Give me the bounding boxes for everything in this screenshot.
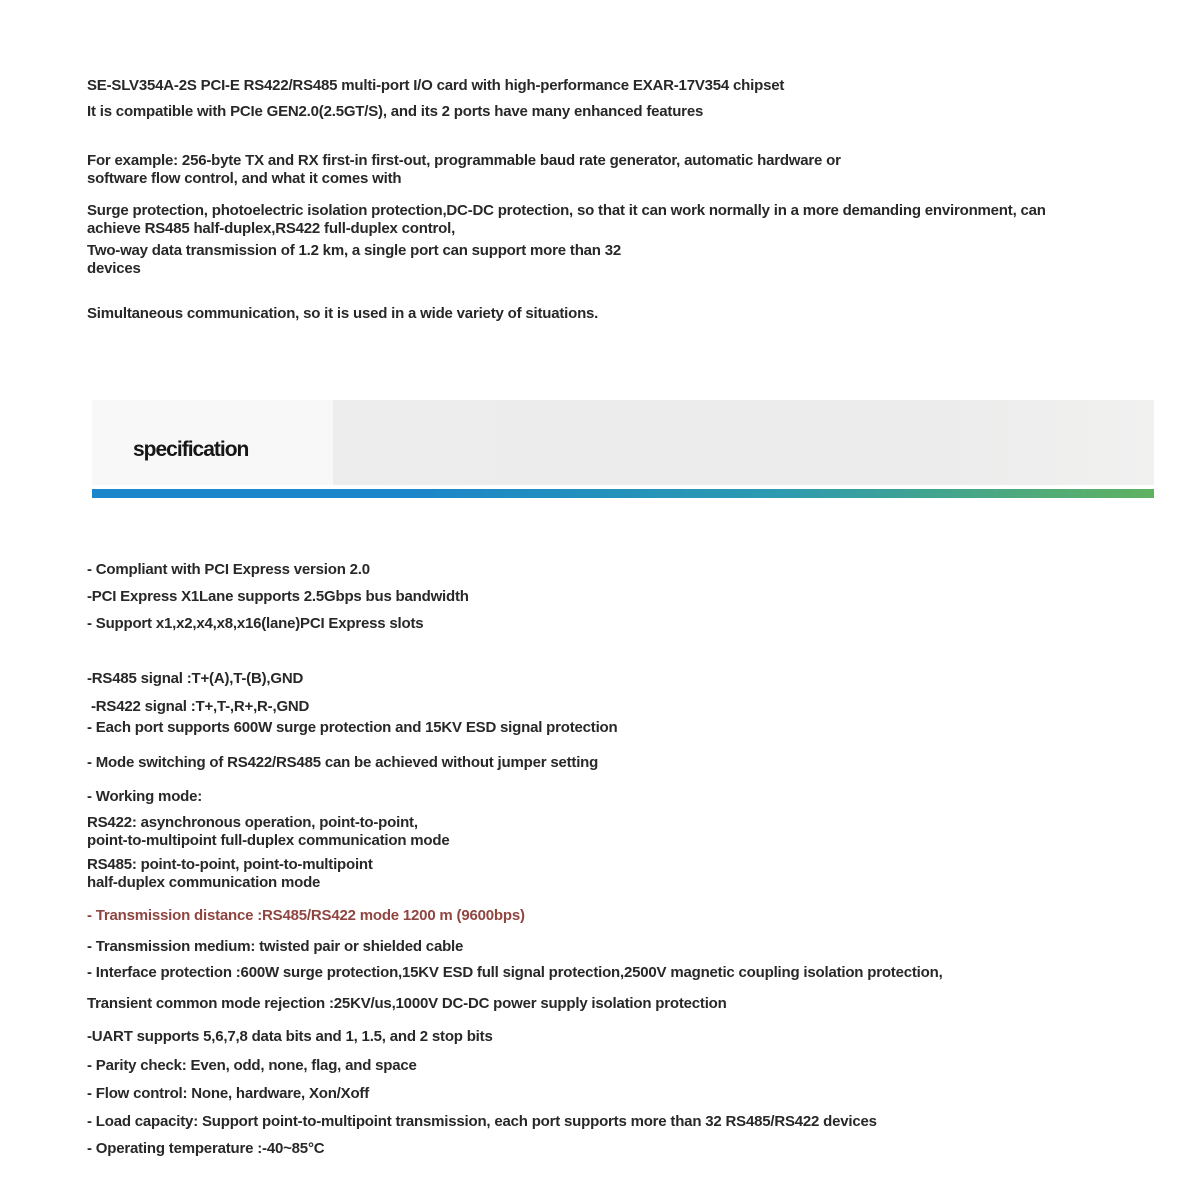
spec-item-highlight: - Transmission distance :RS485/RS422 mode 1200 m (9600bps) xyxy=(87,907,525,924)
spec-item: - Load capacity: Support point-to-multipoint transmission, each port supports more than 32 RS485/RS422 devices xyxy=(87,1113,877,1130)
spec-item: - Parity check: Even, odd, none, flag, and space xyxy=(87,1057,417,1074)
spec-item-line: half-duplex communication mode xyxy=(87,874,321,891)
spec-item: - Operating temperature :-40~85°C xyxy=(87,1140,325,1157)
spec-item: -RS485 signal :T+(A),T-(B),GND xyxy=(87,670,304,687)
intro-paragraph-line: Simultaneous communication, so it is used in a wide variety of situations. xyxy=(87,305,599,322)
intro-paragraph-line: Surge protection, photoelectric isolation protection,DC-DC protection, so that it can work normally in a more demanding environment, can xyxy=(87,202,1046,219)
product-subtitle: It is compatible with PCIe GEN2.0(2.5GT/S), and its 2 ports have many enhanced features xyxy=(87,103,704,120)
spec-item: - Support x1,x2,x4,x8,x16(lane)PCI Express slots xyxy=(87,615,424,632)
spec-item: - Mode switching of RS422/RS485 can be achieved without jumper setting xyxy=(87,754,599,771)
intro-paragraph-line: software flow control, and what it comes with xyxy=(87,170,402,187)
spec-item: -PCI Express X1Lane supports 2.5Gbps bus bandwidth xyxy=(87,588,469,605)
spec-item: Transient common mode rejection :25KV/us,1000V DC-DC power supply isolation protection xyxy=(87,995,727,1012)
intro-paragraph-line: devices xyxy=(87,260,141,277)
spec-item: - Transmission medium: twisted pair or shielded cable xyxy=(87,938,464,955)
section-accent-bar xyxy=(92,489,1154,498)
product-title: SE-SLV354A-2S PCI-E RS422/RS485 multi-port I/O card with high-performance EXAR-17V354 chipset xyxy=(87,77,785,94)
spec-item: -RS422 signal :T+,T-,R+,R-,GND xyxy=(87,698,310,715)
spec-item: - Each port supports 600W surge protection and 15KV ESD signal protection xyxy=(87,719,618,736)
spec-item: -UART supports 5,6,7,8 data bits and 1, 1.5, and 2 stop bits xyxy=(87,1028,493,1045)
spec-item: - Interface protection :600W surge protection,15KV ESD full signal protection,2500V magnetic coupling isolation protection, xyxy=(87,964,943,981)
spec-item: - Compliant with PCI Express version 2.0 xyxy=(87,561,370,578)
spec-item: - Working mode: xyxy=(87,788,203,805)
intro-paragraph-line: achieve RS485 half-duplex,RS422 full-duplex control, xyxy=(87,220,456,237)
intro-paragraph-line: Two-way data transmission of 1.2 km, a single port can support more than 32 xyxy=(87,242,622,259)
section-title: specification xyxy=(133,438,249,461)
section-header-band-left xyxy=(92,400,333,485)
section-header-band xyxy=(92,400,1154,485)
spec-item-line: RS422: asynchronous operation, point-to-point, xyxy=(87,814,418,831)
intro-paragraph-line: For example: 256-byte TX and RX first-in first-out, programmable baud rate generator, automatic hardware or xyxy=(87,152,841,169)
spec-item-line: point-to-multipoint full-duplex communication mode xyxy=(87,832,450,849)
spec-item-line: RS485: point-to-point, point-to-multipoint xyxy=(87,856,373,873)
spec-item: - Flow control: None, hardware, Xon/Xoff xyxy=(87,1085,370,1102)
